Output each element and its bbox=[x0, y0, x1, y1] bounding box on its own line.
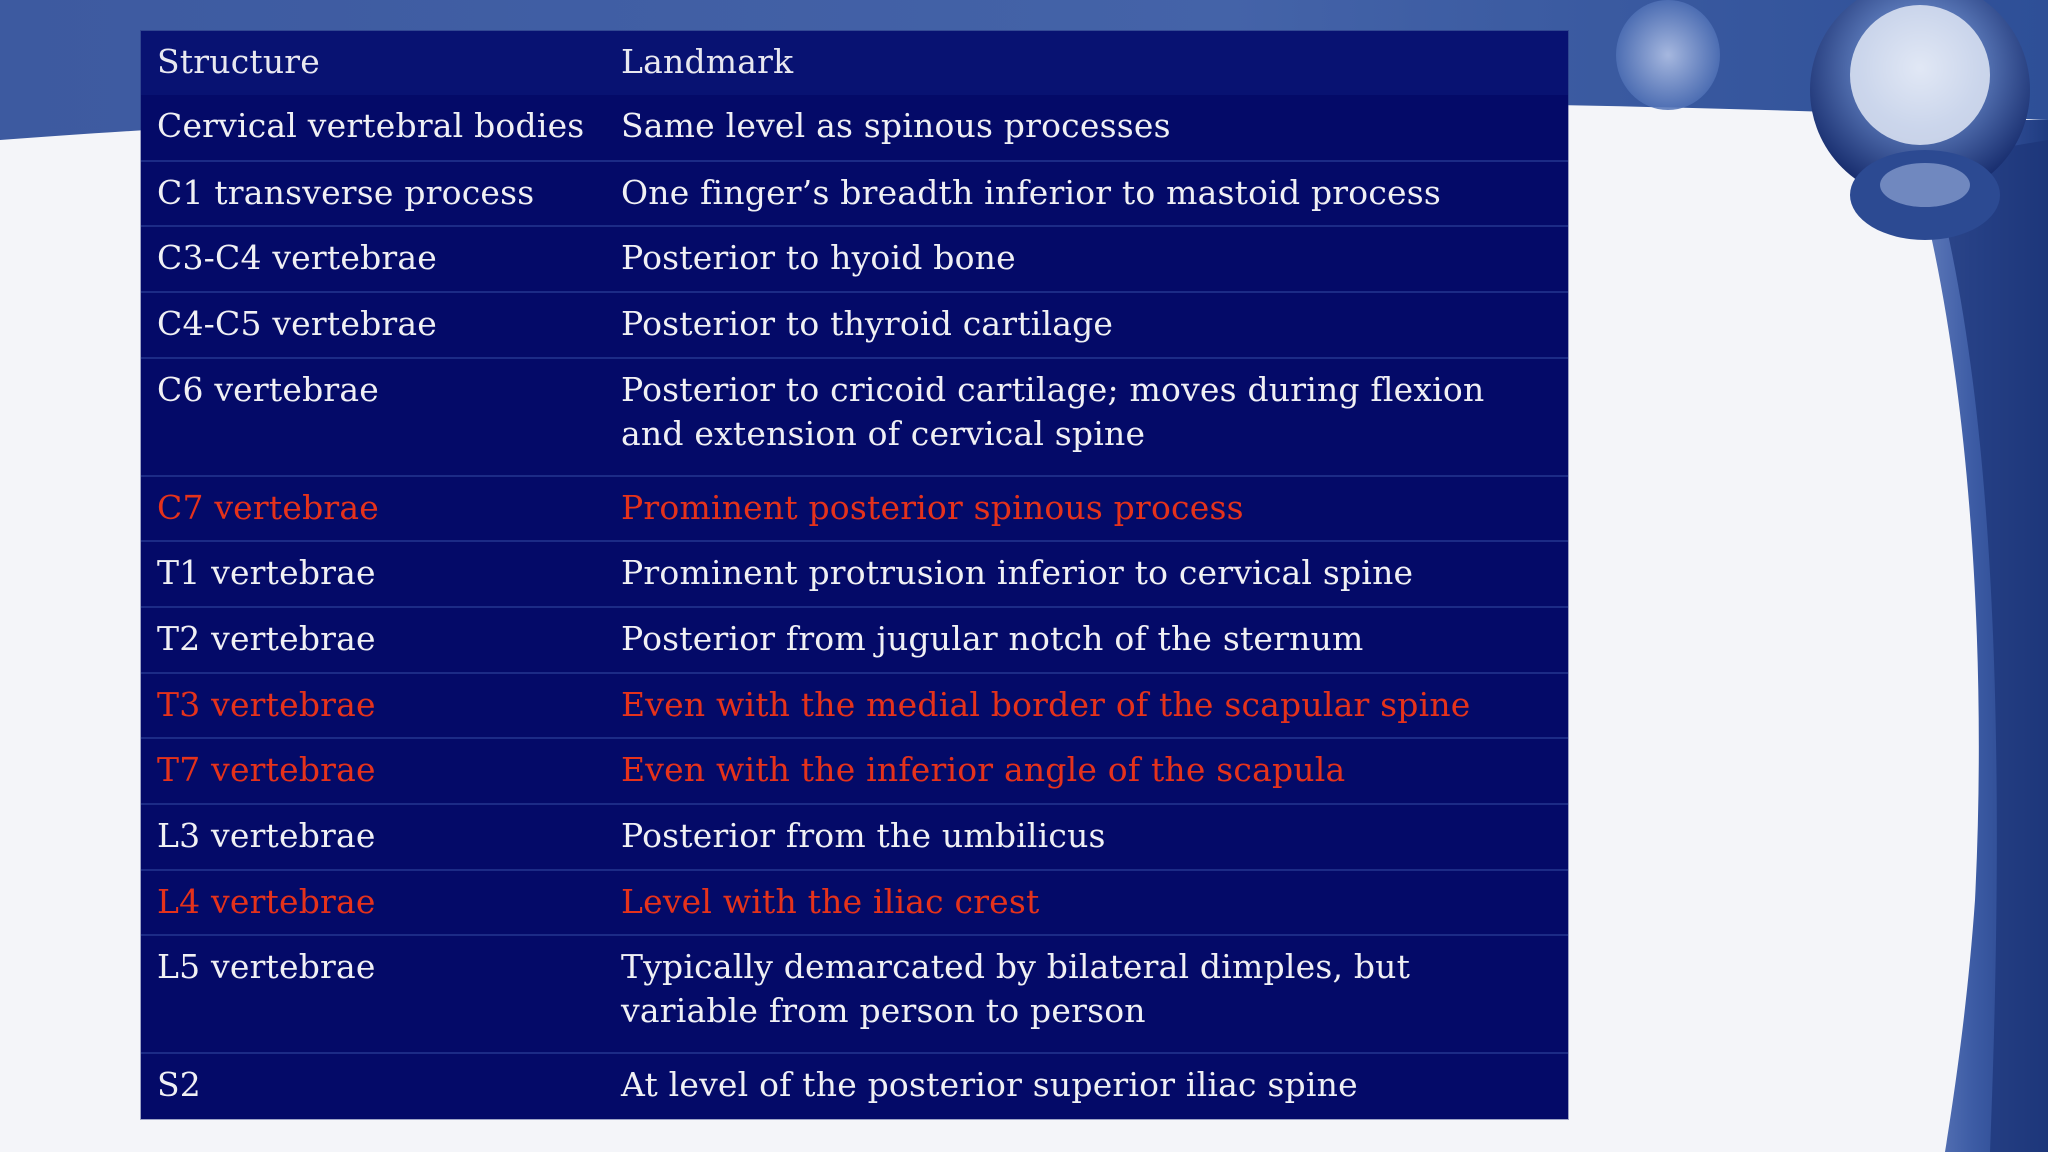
cell-structure: T3 vertebrae bbox=[157, 684, 376, 724]
cell-landmark: Typically demarcated by bilateral dimples, but variable from person to person bbox=[621, 947, 1411, 1031]
cell-landmark: One finger’s breadth inferior to mastoid process bbox=[621, 172, 1442, 212]
cell-structure: C7 vertebrae bbox=[157, 487, 379, 527]
table-row bbox=[141, 607, 1568, 673]
header-landmark: Landmark bbox=[621, 42, 794, 81]
table-row bbox=[141, 935, 1568, 1053]
cell-landmark: Even with the inferior angle of the scapula bbox=[621, 750, 1346, 790]
table-row bbox=[141, 95, 1568, 161]
cell-structure: C6 vertebrae bbox=[157, 369, 379, 409]
cell-structure: L4 vertebrae bbox=[157, 881, 376, 921]
table-row bbox=[141, 226, 1568, 292]
cell-structure: T1 vertebrae bbox=[157, 553, 376, 593]
cell-landmark: At level of the posterior superior iliac spine bbox=[621, 1065, 1358, 1105]
cell-structure: C1 transverse process bbox=[157, 172, 535, 212]
cell-structure: L5 vertebrae bbox=[157, 947, 376, 987]
cell-landmark: Even with the medial border of the scapular spine bbox=[621, 684, 1471, 724]
table-row bbox=[141, 358, 1568, 476]
table-row-highlighted bbox=[141, 870, 1568, 936]
cell-structure: S2 bbox=[157, 1065, 202, 1105]
landmark-table bbox=[141, 31, 1568, 1119]
cell-landmark: Level with the iliac crest bbox=[621, 881, 1040, 921]
landmark-table-container bbox=[141, 31, 1568, 1119]
table-row-highlighted bbox=[141, 738, 1568, 804]
cell-landmark: Posterior to hyoid bone bbox=[621, 238, 1016, 278]
cell-structure: C3-C4 vertebrae bbox=[157, 238, 437, 278]
cell-landmark: Posterior from jugular notch of the sternum bbox=[621, 618, 1364, 658]
table-row bbox=[141, 292, 1568, 358]
cell-landmark: Prominent posterior spinous process bbox=[621, 487, 1244, 527]
cell-structure: L3 vertebrae bbox=[157, 815, 376, 855]
cell-landmark: Same level as spinous processes bbox=[621, 106, 1171, 145]
table-header-row bbox=[141, 31, 1568, 95]
cell-structure: C4-C5 vertebrae bbox=[157, 303, 437, 343]
table-row bbox=[141, 541, 1568, 607]
cell-landmark: Prominent protrusion inferior to cervical spine bbox=[621, 553, 1414, 593]
table-row bbox=[141, 804, 1568, 870]
cell-structure: Cervical vertebral bodies bbox=[157, 106, 585, 145]
cell-structure: T2 vertebrae bbox=[157, 618, 376, 658]
cell-structure: T7 vertebrae bbox=[157, 750, 376, 790]
table-row-highlighted bbox=[141, 673, 1568, 739]
cell-landmark: Posterior to cricoid cartilage; moves during flexion and extension of cervical spine bbox=[621, 369, 1485, 453]
table-row bbox=[141, 1053, 1568, 1119]
cell-landmark: Posterior to thyroid cartilage bbox=[621, 303, 1114, 343]
header-structure: Structure bbox=[157, 42, 320, 81]
table-row bbox=[141, 161, 1568, 227]
cell-landmark: Posterior from the umbilicus bbox=[621, 815, 1106, 855]
table-row-highlighted bbox=[141, 476, 1568, 542]
